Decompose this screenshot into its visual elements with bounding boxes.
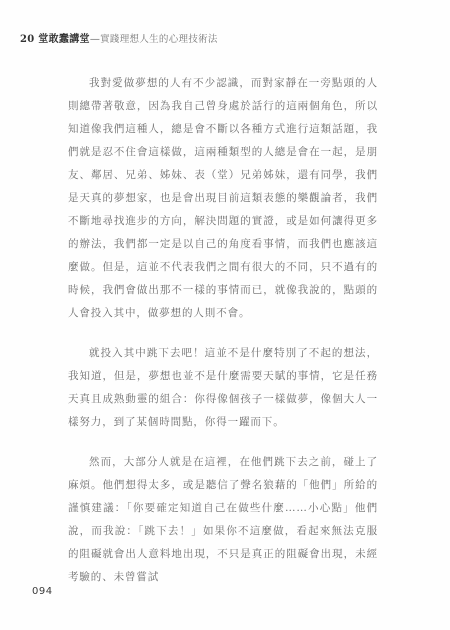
book-subtitle: 實踐理想人生的心理技術法 [100, 34, 218, 45]
book-title: 20 堂敢蠢講堂 [20, 34, 90, 45]
page-number: 094 [32, 586, 53, 597]
body-text [68, 72, 378, 606]
paragraph-3: 然而，大部分人就是在這裡，在他們跳下去之前，碰上了麻煩。他們想得太多，或是聽信了聲名狼藉的「他們」所給的謹慎建議：「你要確定知道自己在做些什麼……小心點」他們說，而我說：「跳下去！」如果你不這麼做，看起來無法克服的阻礙就會出人意料地出現，不只是真正的阻礙會出現，未經考驗的、未曾嘗試 [68, 456, 378, 583]
running-head [20, 30, 218, 45]
paragraph-2: 就投入其中跳下去吧！這並不是什麼特別了不起的想法，我知道，但是，夢想也並不是什麼需要天賦的事情，它是任務天真且成熟動靈的組合：你得像個孩子一樣做夢，像個大人一樣努力，到了某個時間點，你得一躍而下。 [68, 347, 378, 428]
header-separator: — [89, 34, 101, 45]
paragraph-1: 我對愛做夢想的人有不少認識，而對家靜在一旁點頭的人則總帶著敬意，因為我自己曾身處於話行的這兩個角色，所以知道像我們這種人，總是會不斷以各種方式進行這類話題，我們就是忍不住會這樣做，這兩種類型的人總是會在一起，是朋友、鄰居、兄弟、姊妹、表（堂）兄弟姊妹，還有同學，我們是天真的夢想家，也是會出現目前這類表態的樂觀論者，我們不斷地尋找進步的方向，解決問題的實證，或是如何讓得更多的辦法，我們都一定是以自己的角度看事情，而我們也應該這麼做。但是，這並不代表我們之間有很大的不同，只不過有的時候，我們會做出那不一樣的事情而已，就像我說的，點頭的人會投入其中，做夢想的人則不會。 [68, 77, 378, 319]
